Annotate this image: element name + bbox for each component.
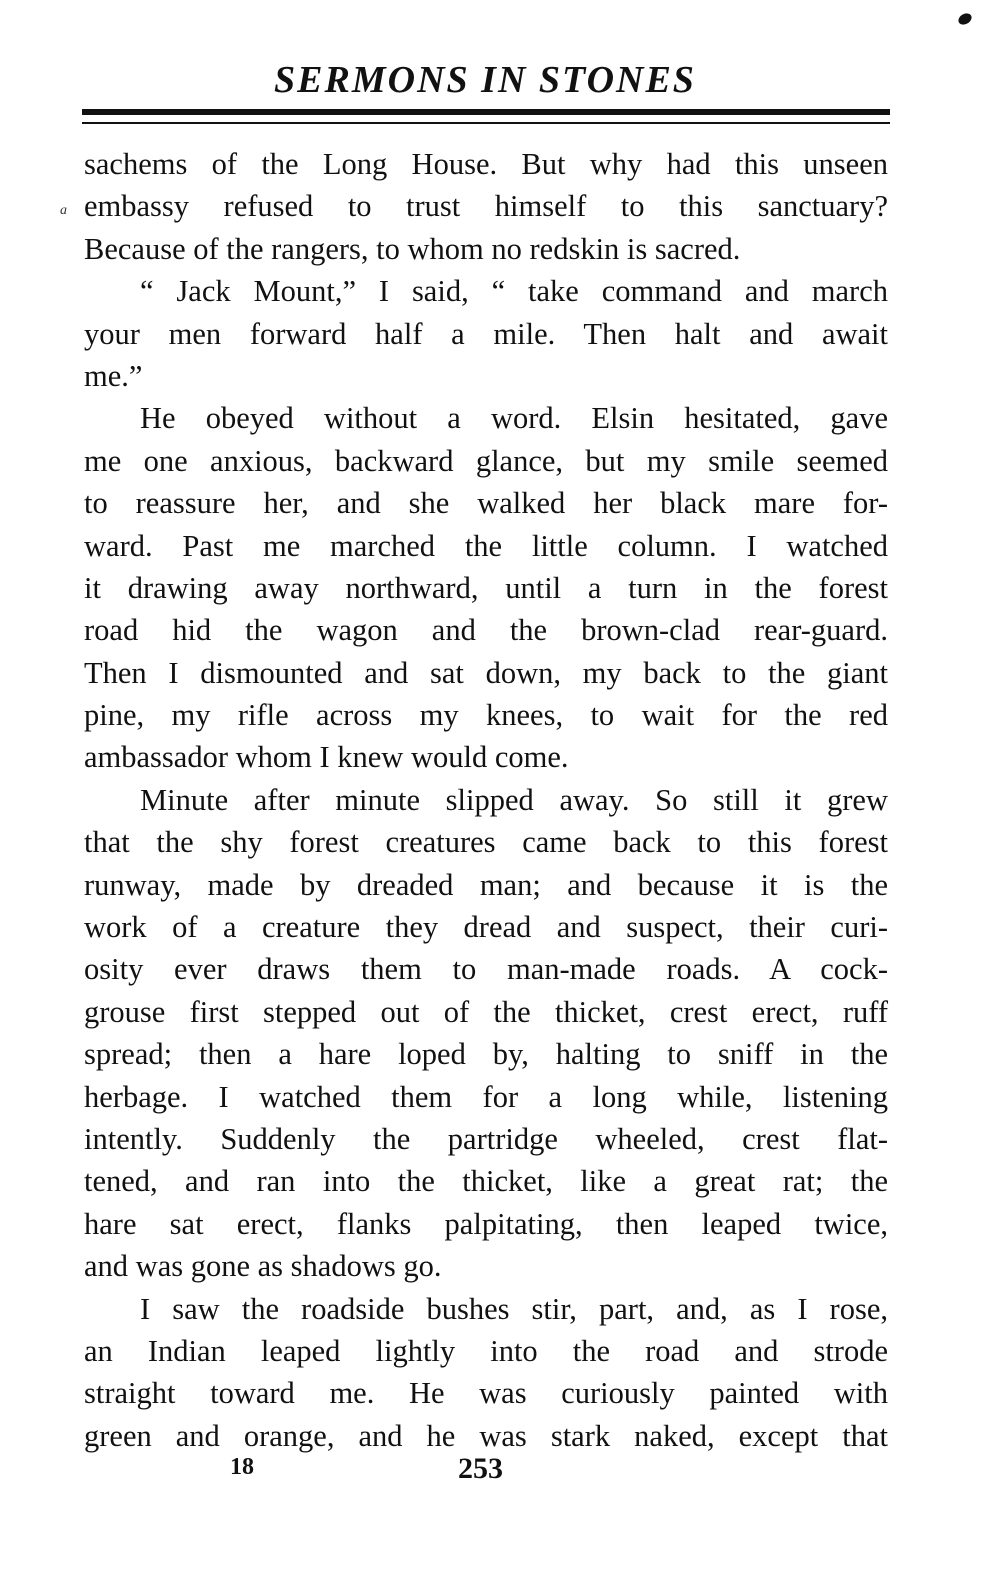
text-line: ward. Past me marched the little column. I watched — [84, 528, 888, 563]
text-line: ambassador whom I knew would come. — [84, 740, 569, 775]
text-line: it drawing away northward, until a turn in the forest — [84, 570, 888, 605]
body-text — [84, 143, 888, 1457]
text-line: me.” — [84, 358, 143, 393]
text-line: Then I dismounted and sat down, my back to the giant — [84, 655, 888, 690]
text-line: runway, made by dreaded man; and because it is the — [84, 867, 888, 902]
text-line: He obeyed without a word. Elsin hesitated, gave — [140, 401, 888, 436]
text-line: pine, my rifle across my knees, to wait for the red — [84, 698, 888, 733]
text-line: hare sat erect, flanks palpitating, then leaped twice, — [84, 1206, 888, 1241]
text-line: grouse first stepped out of the thicket, crest erect, ruff — [84, 994, 888, 1029]
text-line: spread; then a hare loped by, halting to sniff in the — [84, 1037, 888, 1072]
text-line: road hid the wagon and the brown-clad rear-guard. — [84, 613, 888, 648]
text-line: Minute after minute slipped away. So still it grew — [140, 782, 888, 817]
text-line: and was gone as shadows go. — [84, 1249, 442, 1284]
text-line: intently. Suddenly the partridge wheeled, crest flat- — [84, 1121, 888, 1156]
text-line: green and orange, and he was stark naked, except that — [84, 1418, 888, 1453]
stray-mark: a — [60, 203, 67, 218]
text-line: I saw the roadside bushes stir, part, and, as I rose, — [140, 1291, 888, 1326]
text-line: an Indian leaped lightly into the road and strode — [84, 1333, 888, 1368]
text-line: embassy refused to trust himself to this sanctuary? — [84, 189, 888, 224]
text-line: “ Jack Mount,” I said, “ take command and march — [140, 274, 888, 309]
header-rule-thin — [82, 122, 890, 124]
text-line: Because of the rangers, to whom no redskin is sacred. — [84, 231, 741, 266]
ink-blot — [956, 11, 973, 27]
text-line: osity ever draws them to man-made roads. A cock- — [84, 952, 888, 987]
text-line: me one anxious, backward glance, but my smile seemed — [84, 443, 888, 478]
text-line: sachems of the Long House. But why had this unseen — [84, 147, 888, 181]
running-head: SERMONS IN STONES — [274, 59, 696, 101]
page-number: 253 — [458, 1452, 503, 1485]
text-line: tened, and ran into the thicket, like a great rat; the — [84, 1164, 888, 1199]
text-line: herbage. I watched them for a long while, listening — [84, 1079, 888, 1114]
header-rule-thick — [82, 109, 890, 115]
text-line: straight toward me. He was curiously painted with — [84, 1376, 888, 1411]
text-line: that the shy forest creatures came back to this forest — [84, 825, 888, 860]
text-line: work of a creature they dread and suspect, their curi- — [84, 910, 888, 945]
text-line: your men forward half a mile. Then halt and await — [84, 316, 888, 351]
page-footer — [0, 1452, 1000, 1492]
signature-mark: 18 — [230, 1454, 254, 1480]
text-line: to reassure her, and she walked her black mare for- — [84, 486, 888, 521]
